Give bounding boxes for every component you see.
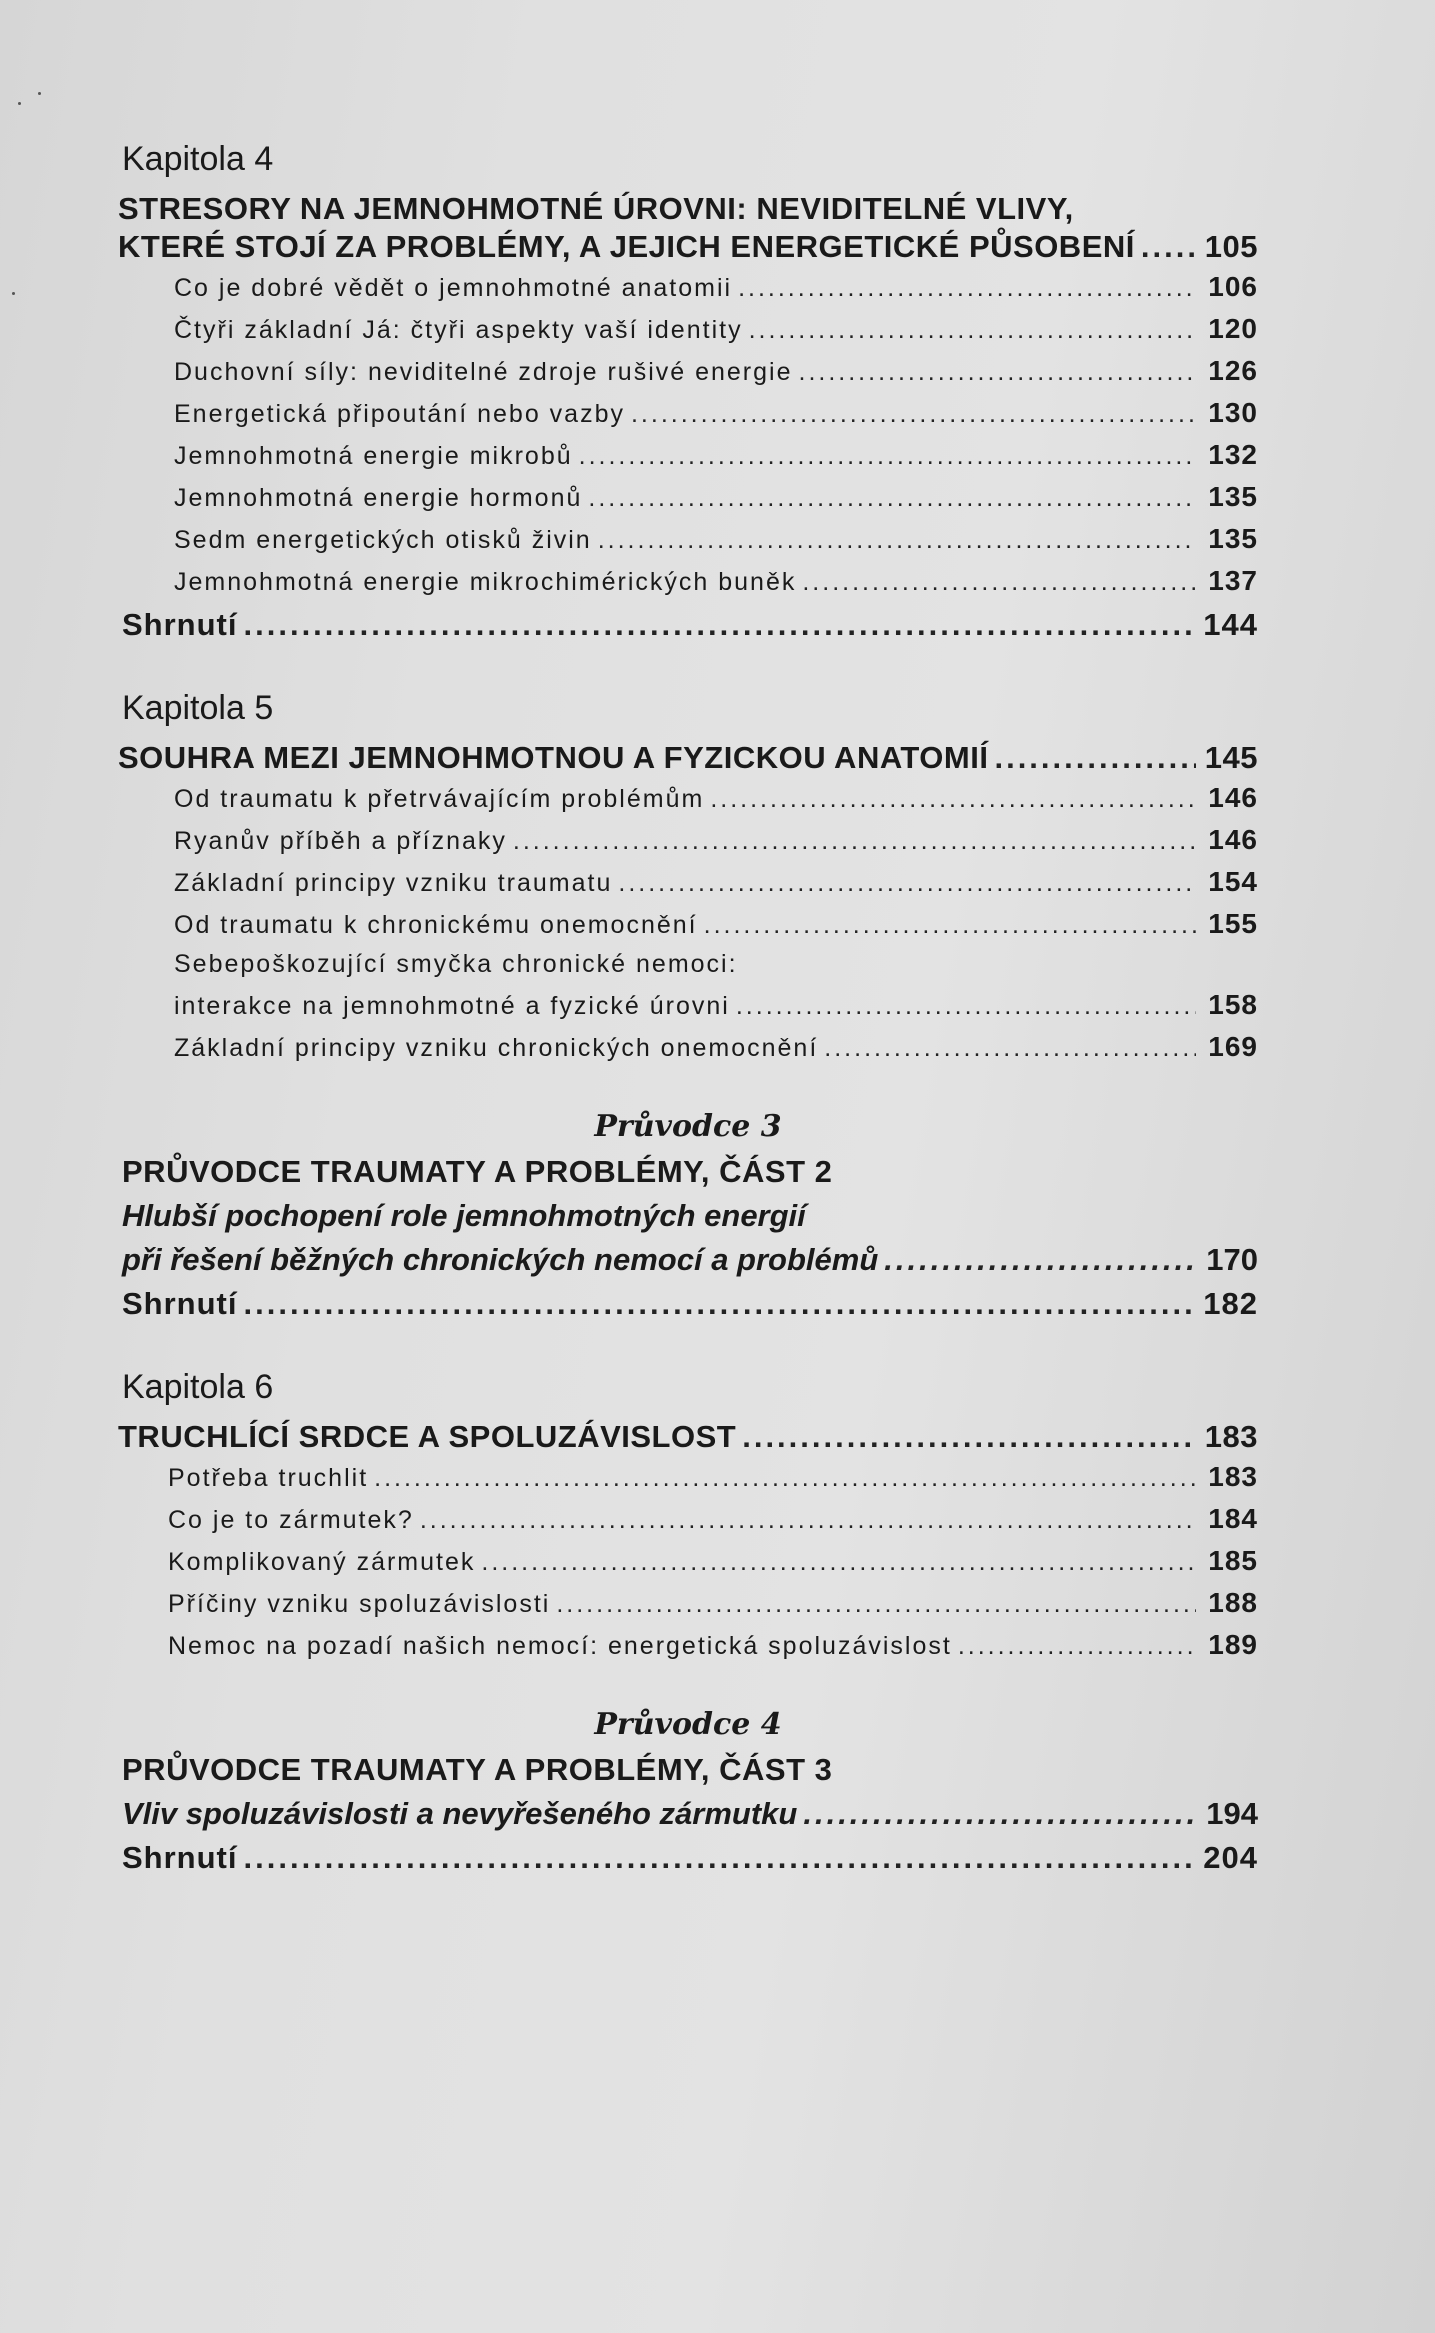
page-number: 135	[1208, 481, 1258, 512]
chapter-heading: Kapitola 6	[122, 1368, 274, 1406]
toc-entry	[174, 397, 1258, 429]
page-number: 126	[1208, 355, 1258, 386]
toc-entry	[174, 1031, 1258, 1063]
toc-entry	[174, 313, 1258, 345]
entry-title: Potřeba truchlit	[168, 1464, 369, 1492]
page-number: 145	[1204, 740, 1258, 775]
summary-title: Shrnutí	[122, 607, 238, 642]
chapter-title-row	[118, 1419, 1258, 1455]
dot-leader	[244, 1286, 1197, 1322]
toc-entry	[174, 824, 1258, 856]
entry-title: interakce na jemnohmotné a fyzické úrovni	[174, 992, 730, 1020]
entry-title: Co je to zármutek?	[168, 1506, 414, 1534]
guide-subtitle-row	[122, 1796, 1258, 1832]
page-number: 132	[1208, 439, 1258, 470]
dot-leader	[704, 911, 1196, 940]
entry-title: Sedm energetických otisků živin	[174, 526, 592, 554]
entry-title: Ryanův příběh a příznaky	[174, 827, 507, 855]
dot-leader	[481, 1548, 1196, 1577]
chapter-title-row	[118, 740, 1258, 776]
entry-title: Nemoc na pozadí našich nemocí: energetická spoluzávislost	[168, 1632, 952, 1660]
chapter-title-line: TRUCHLÍCÍ SRDCE A SPOLUZÁVISLOST	[118, 1419, 737, 1454]
guide-label: Průvodce 4	[594, 1707, 782, 1742]
dot-leader	[736, 992, 1196, 1021]
entry-title: Jemnohmotná energie mikrobů	[174, 442, 573, 470]
toc-entry	[174, 355, 1258, 387]
dot-leader	[244, 1840, 1197, 1876]
toc-entry	[168, 1629, 1258, 1661]
page-number: 137	[1208, 565, 1258, 596]
page-number: 144	[1203, 607, 1258, 642]
dot-leader	[958, 1632, 1196, 1661]
chapter-5-section	[118, 689, 1258, 1063]
page-number: 158	[1208, 989, 1258, 1020]
scan-speck	[18, 102, 21, 105]
guide-4-section	[118, 1707, 1258, 1876]
scan-speck	[38, 92, 41, 95]
toc-entry	[168, 1461, 1258, 1493]
toc-entry	[174, 866, 1258, 898]
toc-entry	[174, 481, 1258, 513]
toc-entry	[174, 908, 1258, 940]
dot-leader	[803, 1796, 1196, 1832]
page-number: 135	[1208, 523, 1258, 554]
guide-title: PRŮVODCE TRAUMATY A PROBLÉMY, ČÁST 2	[122, 1154, 833, 1189]
summary-entry	[122, 1840, 1258, 1876]
page-number: 182	[1203, 1286, 1258, 1321]
page-number: 154	[1208, 866, 1258, 897]
page-number: 146	[1208, 824, 1258, 855]
chapter-title-line: STRESORY NA JEMNOHMOTNÉ ÚROVNI: NEVIDITELNÉ VLIVY,	[118, 191, 1074, 226]
chapter-title-line: SOUHRA MEZI JEMNOHMOTNOU A FYZICKOU ANATOMIÍ	[118, 740, 989, 775]
page-number: 204	[1203, 1840, 1258, 1875]
entry-title: Co je dobré vědět o jemnohmotné anatomii	[174, 274, 733, 302]
guide-subtitle-line: při řešení běžných chronických nemocí a problémů	[122, 1242, 879, 1277]
dot-leader	[742, 1419, 1196, 1455]
toc-entry	[174, 439, 1258, 471]
entry-title: Komplikovaný zármutek	[168, 1548, 476, 1576]
chapter-title-line: KTERÉ STOJÍ ZA PROBLÉMY, A JEJICH ENERGETICKÉ PŮSOBENÍ	[118, 229, 1135, 264]
chapter-4-section	[118, 140, 1258, 643]
chapter-title-row	[118, 229, 1258, 265]
chapter-6-section	[118, 1368, 1258, 1661]
toc-entry	[174, 989, 1258, 1021]
toc-entry	[168, 1503, 1258, 1535]
entry-title: Od traumatu k přetrvávajícím problémům	[174, 785, 705, 813]
summary-entry	[122, 1286, 1258, 1322]
dot-leader	[738, 274, 1196, 303]
page-number: 188	[1208, 1587, 1258, 1618]
dot-leader	[631, 400, 1196, 429]
page-number: 183	[1204, 1419, 1258, 1454]
guide-subtitle-row	[122, 1242, 1258, 1278]
entry-title: Od traumatu k chronickému onemocnění	[174, 911, 698, 939]
summary-entry	[122, 607, 1258, 643]
dot-leader	[799, 358, 1197, 387]
entry-title: Duchovní síly: neviditelné zdroje rušivé energie	[174, 358, 793, 386]
page-number: 155	[1208, 908, 1258, 939]
dot-leader	[374, 1464, 1196, 1493]
toc-entry	[174, 523, 1258, 555]
guide-subtitle-line: Hlubší pochopení role jemnohmotných energií	[122, 1198, 806, 1233]
summary-title: Shrnutí	[122, 1286, 238, 1321]
page-number: 130	[1208, 397, 1258, 428]
toc-entry	[168, 1545, 1258, 1577]
toc-entry	[168, 1587, 1258, 1619]
page-number: 105	[1204, 229, 1258, 264]
entry-title: Jemnohmotná energie mikrochimérických buněk	[174, 568, 797, 596]
page-number: 183	[1208, 1461, 1258, 1492]
chapter-heading: Kapitola 4	[122, 140, 274, 178]
toc-entry	[174, 565, 1258, 597]
dot-leader	[824, 1034, 1196, 1063]
dot-leader	[1141, 229, 1196, 265]
dot-leader	[618, 869, 1196, 898]
dot-leader	[994, 740, 1196, 776]
page-number: 120	[1208, 313, 1258, 344]
summary-title: Shrnutí	[122, 1840, 238, 1875]
dot-leader	[513, 827, 1196, 856]
dot-leader	[420, 1506, 1196, 1535]
entry-title: Čtyři základní Já: čtyři aspekty vaší identity	[174, 316, 743, 344]
toc-entry	[174, 271, 1258, 303]
dot-leader	[802, 568, 1196, 597]
page-number: 194	[1206, 1796, 1258, 1831]
page-number: 146	[1208, 782, 1258, 813]
entry-title: Jemnohmotná energie hormonů	[174, 484, 583, 512]
page-number: 169	[1208, 1031, 1258, 1062]
table-of-contents	[118, 140, 1258, 1922]
dot-leader	[588, 484, 1196, 513]
entry-title-line: Sebepoškozující smyčka chronické nemoci:	[174, 950, 738, 978]
dot-leader	[556, 1590, 1196, 1619]
chapter-heading: Kapitola 5	[122, 689, 274, 727]
dot-leader	[244, 607, 1197, 643]
page-number: 189	[1208, 1629, 1258, 1660]
dot-leader	[598, 526, 1196, 555]
guide-label: Průvodce 3	[594, 1109, 782, 1144]
guide-subtitle-line: Vliv spoluzávislosti a nevyřešeného zármutku	[122, 1796, 798, 1831]
dot-leader	[884, 1242, 1196, 1278]
page-number: 184	[1208, 1503, 1258, 1534]
dot-leader	[579, 442, 1196, 471]
entry-title: Základní principy vzniku chronických onemocnění	[174, 1034, 819, 1062]
scan-speck	[12, 292, 15, 295]
guide-title: PRŮVODCE TRAUMATY A PROBLÉMY, ČÁST 3	[122, 1752, 833, 1787]
page-number: 170	[1206, 1242, 1258, 1277]
entry-title: Základní principy vzniku traumatu	[174, 869, 613, 897]
dot-leader	[710, 785, 1196, 814]
guide-3-section	[118, 1109, 1258, 1322]
page-number: 185	[1208, 1545, 1258, 1576]
page-number: 106	[1208, 271, 1258, 302]
entry-title: Energetická připoutání nebo vazby	[174, 400, 625, 428]
dot-leader	[749, 316, 1196, 345]
toc-entry	[174, 782, 1258, 814]
entry-title: Příčiny vzniku spoluzávislosti	[168, 1590, 551, 1618]
